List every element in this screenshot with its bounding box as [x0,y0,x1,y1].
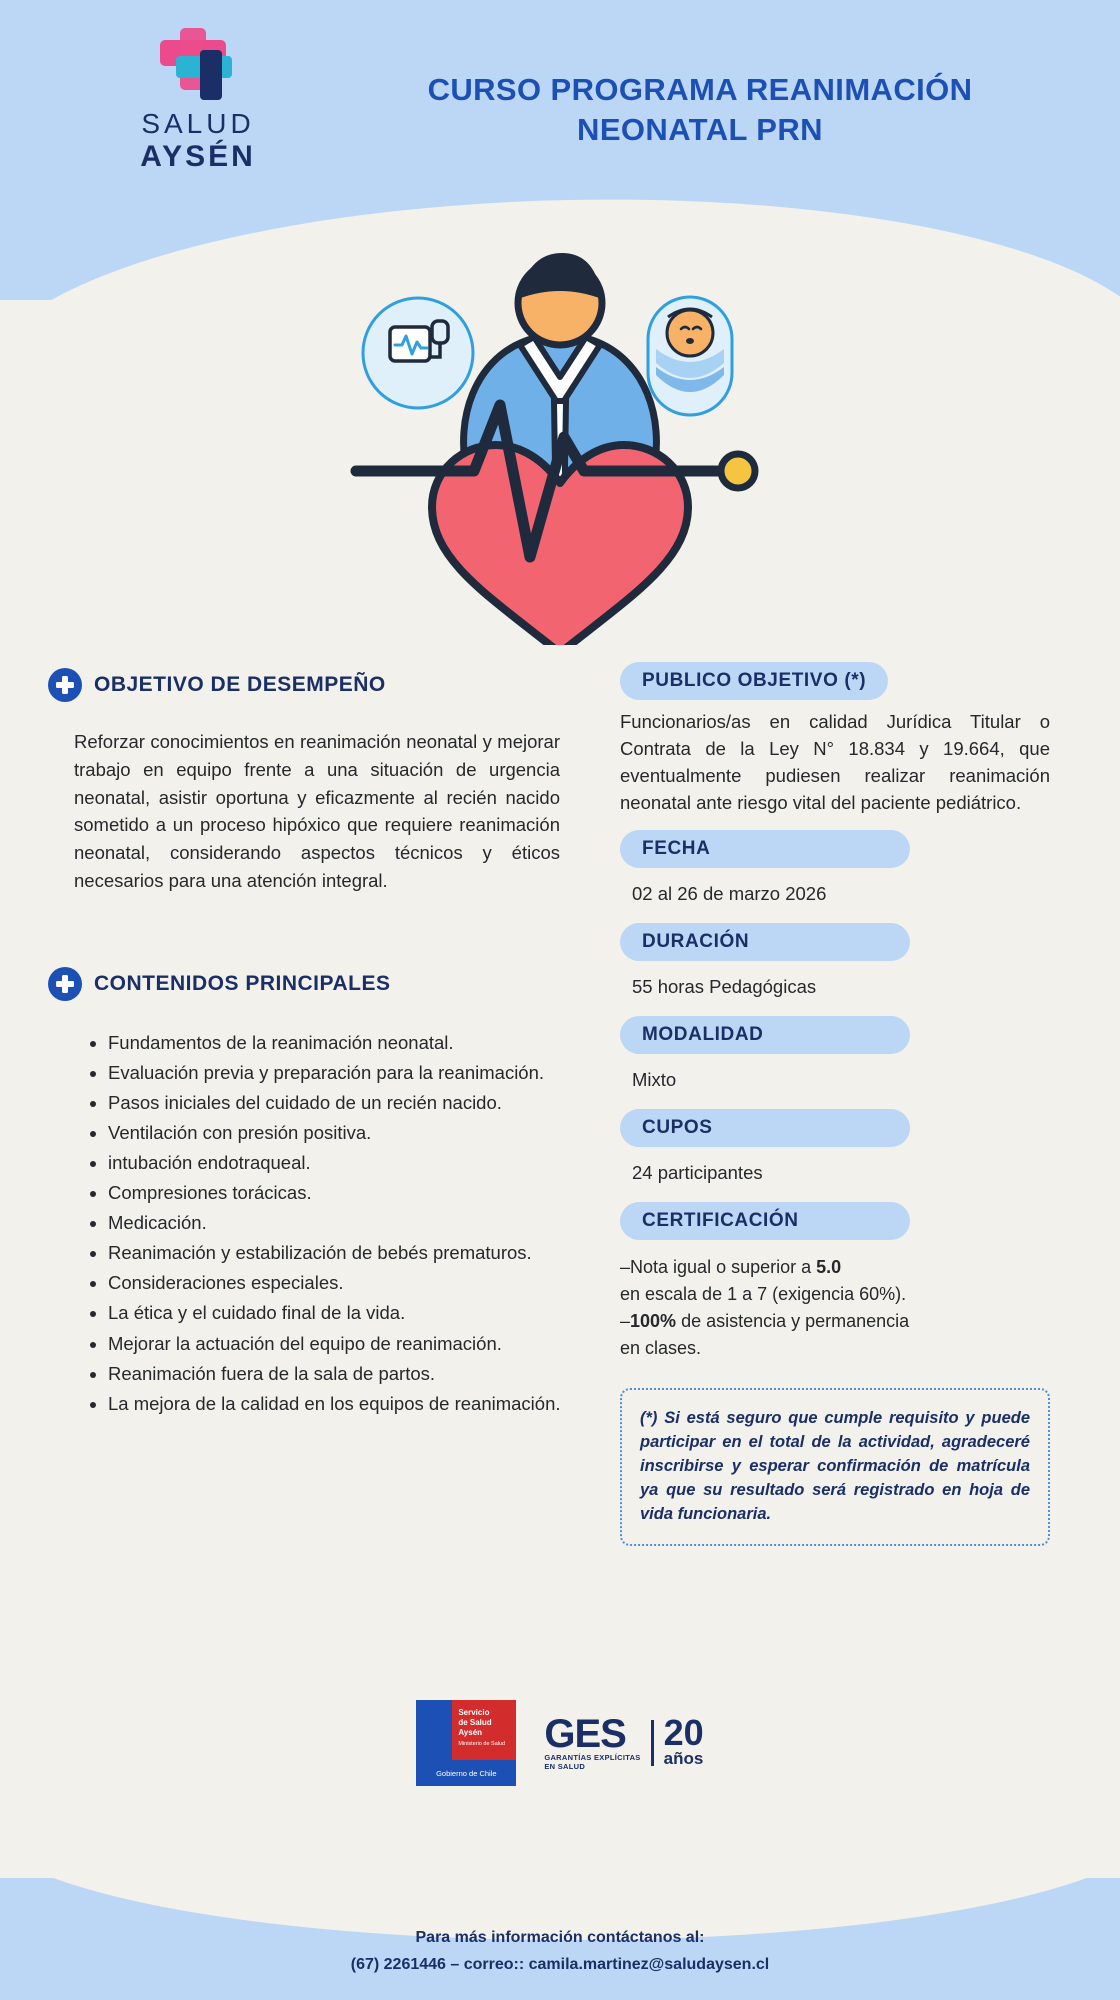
certification-block [620,1202,1050,1362]
objective-text: Reforzar conocimientos en reanimación neonatal y mejorar trabajo en equipo frente a una situación de urgencia neonatal, asistir oportuna y eficazmente al recién nacido sometido a un proceso hipóxico que requiere reanimación neonatal, considerando aspectos técnicos y éticos necesarios para una atención integral. [74,731,560,891]
logo-word-salud: SALUD [141,108,255,139]
contents-list [48,1029,568,1418]
objective-heading-label: OBJETIVO DE DESEMPEÑO [94,673,386,696]
medical-cross-logo-icon [160,28,236,104]
duration-value: 55 horas Pedagógicas [632,976,817,997]
logo-word-aysen: AYSÉN [140,140,256,173]
ssa-line4: Ministerio de Salud [458,1741,506,1747]
list-item: • Mejorar la actuación del equipo de reanimación. [108,1330,568,1358]
quota-block [620,1109,1050,1186]
footer-contact [0,1924,1120,1978]
quota-value: 24 participantes [632,1162,763,1183]
duration-label: DURACIÓN [620,923,910,961]
cert-line1-pre: –Nota igual o superior a [620,1257,817,1277]
footer-logos [0,1700,1120,1786]
cert-line4: en clases. [620,1338,702,1358]
duration-block [620,923,1050,1000]
ges-sub1: GARANTÍAS EXPLÍCITAS [544,1753,641,1762]
cert-line3-post: de asistencia y permanencia [676,1311,910,1331]
note-box: (*) Si está seguro que cumple requisito y puede participar en el total de la actividad, agradeceré inscribirse y esperar confirmación de matrícula ya que su resultado será registrado en hoja de vida funcionaria. [620,1388,1050,1546]
footer-line2: (67) 2261446 – correo:: camila.martinez@saludaysen.cl [350,1955,770,1973]
ges-logo [544,1711,704,1771]
cross-badge-icon [48,668,82,702]
date-block [620,830,1050,907]
list-item: • Fundamentos de la reanimación neonatal. [108,1029,568,1057]
ssa-line3: Aysén [458,1728,483,1737]
modality-block [620,1016,1050,1093]
modality-value: Mixto [632,1069,677,1090]
certification-label: CERTIFICACIÓN [620,1202,910,1240]
date-label: FECHA [620,830,910,868]
page-title: CURSO PROGRAMA REANIMACIÓN NEONATAL PRN [427,72,973,147]
cert-line2: en escala de 1 a 7 (exigencia 60%). [620,1284,907,1304]
list-item: • Compresiones torácicas. [108,1179,568,1207]
right-column [620,662,1050,1546]
contents-heading-label: CONTENIDOS PRINCIPALES [94,971,391,995]
ges-years-number: 20 [663,1711,704,1753]
list-item: • Pasos iniciales del cuidado de un recién nacido. [108,1089,568,1117]
date-value: 02 al 26 de marzo 2026 [632,883,827,904]
cert-line3-pre: – [620,1311,631,1331]
list-item: • Consideraciones especiales. [108,1269,568,1297]
cross-badge-icon [48,967,82,1001]
ssa-line1: Servicio [458,1708,490,1717]
list-item: • La mejora de la calidad en los equipos de reanimación. [108,1390,568,1418]
audience-block [620,662,1050,816]
ssa-bottom-label: Gobierno de Chile [416,1760,516,1786]
ges-main-label: GES [544,1712,626,1756]
contents-heading [48,967,568,1001]
audience-label: PUBLICO OBJETIVO (*) [620,662,888,700]
cert-line1-bold: 5.0 [816,1257,842,1277]
footer-line1: Para más información contáctanos al: [415,1928,705,1946]
list-item: • intubación endotraqueal. [108,1149,568,1177]
certification-text [620,1254,1050,1362]
list-item: • Medicación. [108,1209,568,1237]
objective-heading [48,668,568,702]
ges-sub2: EN SALUD [544,1762,586,1771]
list-item: • Evaluación previa y preparación para la reanimación. [108,1059,568,1087]
list-item: • Ventilación con presión positiva. [108,1119,568,1147]
list-item: • La ética y el cuidado final de la vida. [108,1299,568,1327]
list-item: • Reanimación fuera de la sala de partos. [108,1360,568,1388]
quota-label: CUPOS [620,1109,910,1147]
ssa-line2: de Salud [458,1718,492,1727]
hero-illustration [0,225,1120,645]
brand-logo [128,28,268,174]
ges-years-word: años [663,1749,704,1769]
left-column [48,668,568,1420]
list-item: • Reanimación y estabilización de bebés prematuros. [108,1239,568,1267]
ges-divider [651,1720,654,1766]
modality-label: MODALIDAD [620,1016,910,1054]
cert-line3-bold: 100% [630,1311,677,1331]
servicio-salud-aysen-logo [416,1700,516,1786]
audience-text: Funcionarios/as en calidad Jurídica Titular o Contrata de la Ley N° 18.834 y 19.664, que eventualmente pudiesen realizar reanimación neonatal ante riesgo vital del paciente pediátrico. [620,711,1050,813]
